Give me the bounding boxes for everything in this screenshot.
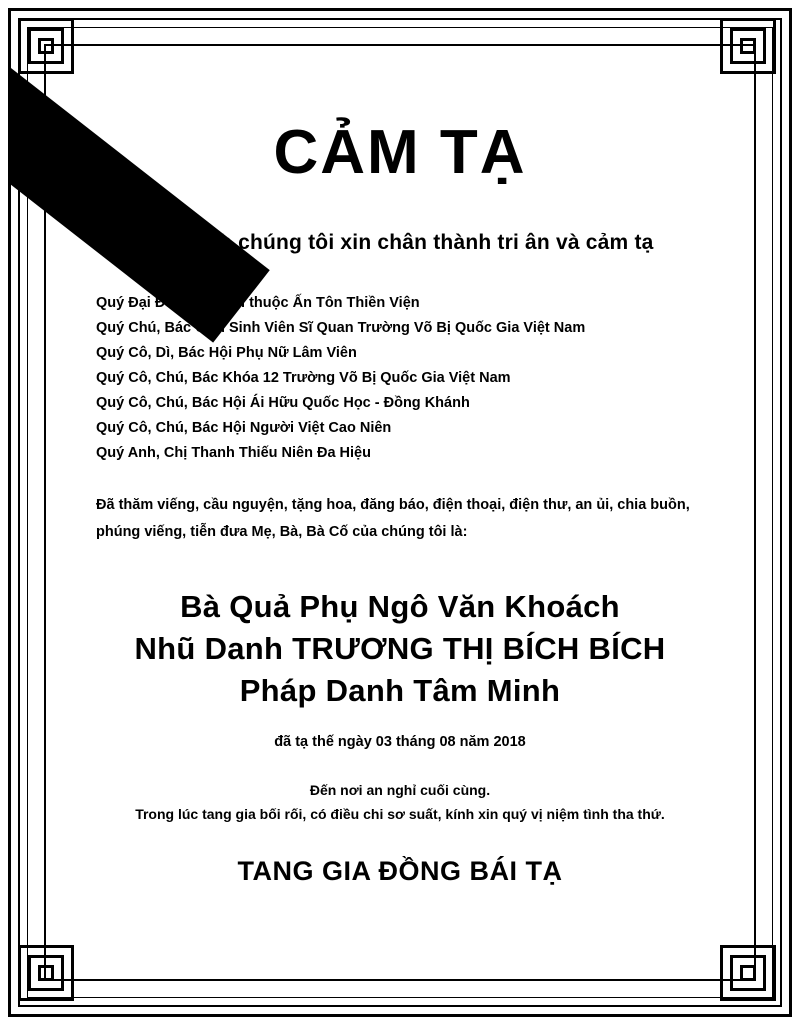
subtitle: Gia đình chúng tôi xin chân thành tri ân và cảm tạ: [146, 231, 654, 255]
guest-list-item: Quý Cô, Chú, Bác Khóa 12 Trường Võ Bị Quốc Gia Việt Nam: [96, 370, 511, 387]
page-title: CẢM TẠ: [273, 118, 527, 187]
closing-message: [58, 778, 742, 826]
deceased-name-line-3: Pháp Danh Tâm Minh: [239, 673, 561, 709]
thanks-paragraph: Đã thăm viếng, cầu nguyện, tặng hoa, đăng báo, điện thoại, điện thư, an ủi, chia buồn, phúng viếng, tiễn đưa Mẹ, Bà, Bà Cố của chúng tôi là:: [96, 497, 690, 541]
guest-list-item: Quý Cô, Dì, Bác Hội Phụ Nữ Lâm Viên: [96, 345, 357, 362]
guest-list-item: Quý Anh, Chị Thanh Thiếu Niên Đa Hiệu: [96, 445, 371, 462]
guest-list-item: Quý Cô, Chú, Bác Hội Người Việt Cao Niên: [96, 420, 392, 437]
closing-line-2: Trong lúc tang gia bối rối, có điều chi sơ suất, kính xin quý vị niệm tình tha thứ.: [135, 806, 665, 823]
guest-list: [58, 291, 742, 466]
guest-list-item: Quý Cô, Chú, Bác Hội Ái Hữu Quốc Học - Đồng Khánh: [96, 395, 470, 412]
deceased-name-line-1: Bà Quả Phụ Ngô Văn Khoách: [180, 589, 620, 625]
death-date: đã tạ thế ngày 03 tháng 08 năm 2018: [274, 734, 526, 751]
guest-list-item: Quý Đại Đức, Tăng Ni thuộc Ấn Tôn Thiền Viện: [96, 295, 420, 312]
family-signature: TANG GIA ĐỒNG BÁI TẠ: [237, 856, 563, 887]
deceased-name-line-2: Nhũ Danh TRƯƠNG THỊ BÍCH BÍCH: [134, 631, 666, 667]
deceased-name-block: [58, 586, 742, 712]
guest-list-item: Quý Chú, Bác Cựu Sinh Viên Sĩ Quan Trường Võ Bị Quốc Gia Việt Nam: [96, 320, 586, 337]
card-content: [58, 58, 742, 967]
closing-line-1: Đến nơi an nghỉ cuối cùng.: [309, 782, 491, 799]
